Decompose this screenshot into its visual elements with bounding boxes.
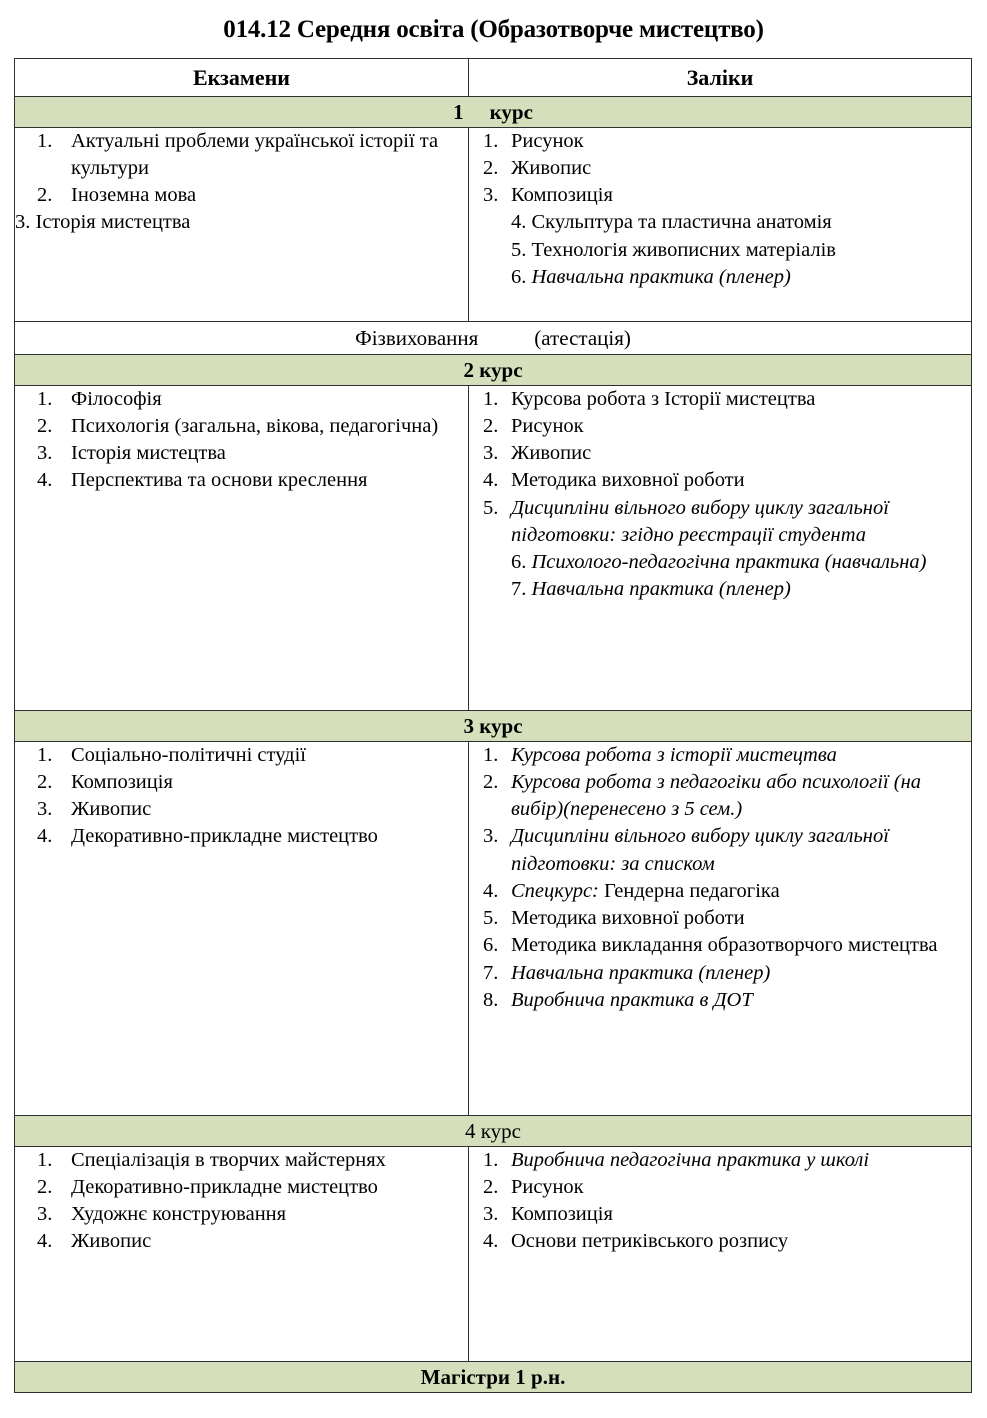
list-item-label: Психологія (загальна, вікова, педагогічна) [71, 414, 439, 437]
course-section-header [15, 96, 972, 127]
list-item-number: 1. [37, 129, 53, 152]
exams-cell [15, 1146, 469, 1361]
list-item-label: Навчальна практика (пленер) [531, 578, 791, 601]
curriculum-table [14, 58, 972, 1393]
list-item [15, 823, 468, 850]
list-item [469, 987, 971, 1014]
list-item [469, 878, 971, 905]
list-item-label: Рисунок [511, 129, 584, 152]
list-item [15, 742, 468, 769]
list-item [469, 1228, 971, 1255]
list-item [15, 1147, 468, 1174]
list-item-label: Філософія [71, 387, 162, 410]
list-item-label: Художнє конструювання [71, 1203, 287, 1225]
list-item-label: Курсова робота з педагогіки або психології (на вибір)(перенесено з 5 сем.) [511, 770, 922, 820]
list-item [469, 128, 971, 155]
course-section-header-row [15, 1115, 972, 1146]
course-section-header-row [15, 354, 972, 385]
list-item [15, 1201, 468, 1228]
list-item-label: Виробнича педагогічна практика у школі [511, 1148, 870, 1171]
list-item [15, 769, 468, 796]
physical-education-note: (атестація) [534, 325, 631, 350]
list-item-label: Спеціалізація в творчих майстернях [71, 1148, 386, 1171]
list-item-label: Композиція [71, 770, 173, 793]
list-item-number: 5. [483, 907, 499, 929]
list-item-number: 2. [483, 156, 499, 179]
list-item [15, 128, 468, 183]
list-item-label: Методика виховної роботи [511, 907, 745, 929]
list-item-label: Дисципліни вільного вибору циклу загальної підготовки: згідно реєстрації студента [511, 496, 889, 546]
list-item-label: Курсова робота з Історії мистецтва [511, 387, 816, 410]
credits-cell [469, 741, 972, 1115]
list-item-number: 3. [37, 442, 53, 464]
masters-row [15, 1361, 972, 1392]
list-item-label: Живопис [71, 1230, 152, 1253]
credits-cell [469, 127, 972, 321]
list-item [469, 769, 971, 824]
list-item-label: Іноземна мова [71, 184, 197, 206]
exams-cell [15, 127, 469, 321]
list-item-label: Скульптура та пластична анатомія [531, 211, 832, 234]
list-item-number: 3. [483, 1203, 499, 1225]
subject-list [15, 1147, 468, 1256]
list-item-number: 8. [483, 988, 499, 1011]
course-content-row [15, 127, 972, 321]
list-item-number: 1. [483, 129, 499, 152]
subject-list [469, 128, 971, 292]
subject-list [15, 128, 468, 237]
course-section-header-row [15, 710, 972, 741]
list-item-label: Перспектива та основи креслення [71, 469, 368, 492]
list-item-number: 1. [483, 387, 499, 410]
list-item [469, 742, 971, 769]
list-item [469, 413, 971, 440]
credits-cell [469, 1146, 972, 1361]
list-item-label: Живопис [511, 156, 592, 179]
list-item-label: Основи петриківського розпису [511, 1230, 789, 1253]
list-item-number: 5. [511, 238, 532, 261]
list-item [469, 155, 971, 182]
list-item-label: Навчальна практика (пленер) [511, 961, 771, 984]
list-item-number: 7. [483, 961, 499, 984]
list-item-number: 2. [37, 1175, 53, 1198]
list-item [469, 209, 971, 236]
subject-list [469, 1147, 971, 1256]
list-item-number: 3. [483, 442, 499, 464]
list-item [469, 1174, 971, 1201]
course-content-row [15, 385, 972, 710]
list-item [469, 576, 971, 603]
physical-education-row [15, 321, 972, 354]
list-item-label: Спецкурс: Гендерна педагогіка [511, 879, 780, 902]
list-item-label: Живопис [511, 442, 592, 464]
course-section-header: 2 курс [15, 354, 972, 385]
list-item-label: Дисципліни вільного вибору циклу загальної підготовки: за списком [511, 825, 889, 875]
list-item-label: Декоративно-прикладне мистецтво [71, 1175, 378, 1198]
list-item-label: Рисунок [511, 1175, 584, 1198]
list-item-label: Декоративно-прикладне мистецтво [71, 825, 378, 848]
list-item-number: 4. [511, 211, 532, 234]
list-item [469, 1201, 971, 1228]
credits-cell [469, 385, 972, 710]
physical-education-cell [15, 321, 972, 354]
list-item-number: 2. [37, 770, 53, 793]
list-item-number: 7. [511, 578, 532, 601]
list-item-number: 2. [37, 184, 53, 206]
list-item-number: 6. [511, 551, 532, 573]
list-item-number: 2. [483, 414, 499, 437]
list-item-number: 2. [483, 1175, 499, 1198]
masters-header: Магістри 1 р.н. [15, 1361, 972, 1392]
list-item-label: Рисунок [511, 414, 584, 437]
list-item [469, 467, 971, 494]
list-item [15, 796, 468, 823]
exams-cell [15, 741, 469, 1115]
list-item-number: 3. [15, 211, 36, 234]
subject-list [15, 742, 468, 851]
physical-education-label: Фізвиховання [355, 325, 479, 350]
list-item-label: Методика викладання образотворчого мистецтва [511, 934, 938, 957]
list-item-label: Курсова робота з історії мистецтва [511, 743, 837, 766]
page-title: 014.12 Середня освіта (Образотворче мистецтво) [223, 16, 764, 43]
table-column-header-row [15, 58, 972, 96]
list-item-number: 1. [37, 1148, 53, 1171]
list-item-label: Навчальна практика (пленер) [531, 265, 791, 288]
list-item [469, 264, 971, 291]
list-item-number: 2. [37, 414, 53, 437]
list-item-number: 4. [37, 825, 53, 848]
list-item [469, 905, 971, 932]
list-item [469, 182, 971, 209]
list-item-label: Соціально-політичні студії [71, 743, 306, 766]
course-content-row [15, 1146, 972, 1361]
list-item [15, 182, 468, 209]
list-item [15, 413, 468, 440]
list-item [15, 209, 468, 236]
list-item [469, 495, 971, 550]
list-item-label: Методика виховної роботи [511, 469, 745, 492]
list-item-number: 6. [511, 265, 532, 288]
list-item [469, 386, 971, 413]
list-item-label: Живопис [71, 798, 152, 820]
list-item-label: Композиція [511, 184, 613, 206]
list-item [469, 1147, 971, 1174]
list-item-number: 4. [483, 469, 499, 492]
list-item-number: 5. [483, 496, 499, 519]
list-item-label: Психолого-педагогічна практика (навчальна) [531, 551, 927, 573]
list-item-number: 3. [483, 184, 499, 206]
list-item-number: 4. [483, 879, 499, 902]
list-item [15, 1228, 468, 1255]
list-item-number: 1. [483, 743, 499, 766]
course-content-row [15, 741, 972, 1115]
exams-cell [15, 385, 469, 710]
list-item-number: 4. [37, 469, 53, 492]
list-item-label: Технологія живописних матеріалів [531, 238, 836, 261]
list-item-number: 4. [37, 1230, 53, 1253]
list-item [469, 549, 971, 576]
list-item-label: Виробнича практика в ДОТ [511, 988, 753, 1011]
list-item [15, 1174, 468, 1201]
list-item-label: Актуальні проблеми української історії та культури [71, 129, 439, 179]
list-item-number: 6. [483, 934, 499, 957]
list-item-number: 3. [37, 798, 53, 820]
list-item-label: Історія мистецтва [71, 442, 226, 464]
course-section-header: 3 курс [15, 710, 972, 741]
list-item-number: 2. [483, 770, 499, 793]
list-item-label-emphasis: Спецкурс: [511, 879, 599, 902]
course-number: 1 [453, 99, 464, 124]
list-item [469, 932, 971, 959]
list-item [15, 467, 468, 494]
list-item [15, 386, 468, 413]
list-item-number: 1. [37, 387, 53, 410]
course-label: курс [489, 99, 533, 124]
subject-list [469, 386, 971, 604]
list-item-number: 4. [483, 1230, 499, 1253]
course-section-header: 4 курс [15, 1115, 972, 1146]
course-section-header-row [15, 96, 972, 127]
subject-list [15, 386, 468, 495]
list-item-number: 3. [37, 1203, 53, 1225]
list-item-number: 3. [483, 825, 499, 848]
list-item [469, 960, 971, 987]
column-header-exams: Екзамени [15, 58, 469, 96]
list-item-number: 1. [37, 743, 53, 766]
list-item [15, 440, 468, 467]
list-item-label: Історія мистецтва [35, 211, 191, 234]
list-item-number: 1. [483, 1148, 499, 1171]
list-item [469, 823, 971, 878]
list-item [469, 237, 971, 264]
column-header-credits: Заліки [469, 58, 972, 96]
list-item-label: Композиція [511, 1203, 613, 1225]
list-item [469, 440, 971, 467]
subject-list [469, 742, 971, 1015]
